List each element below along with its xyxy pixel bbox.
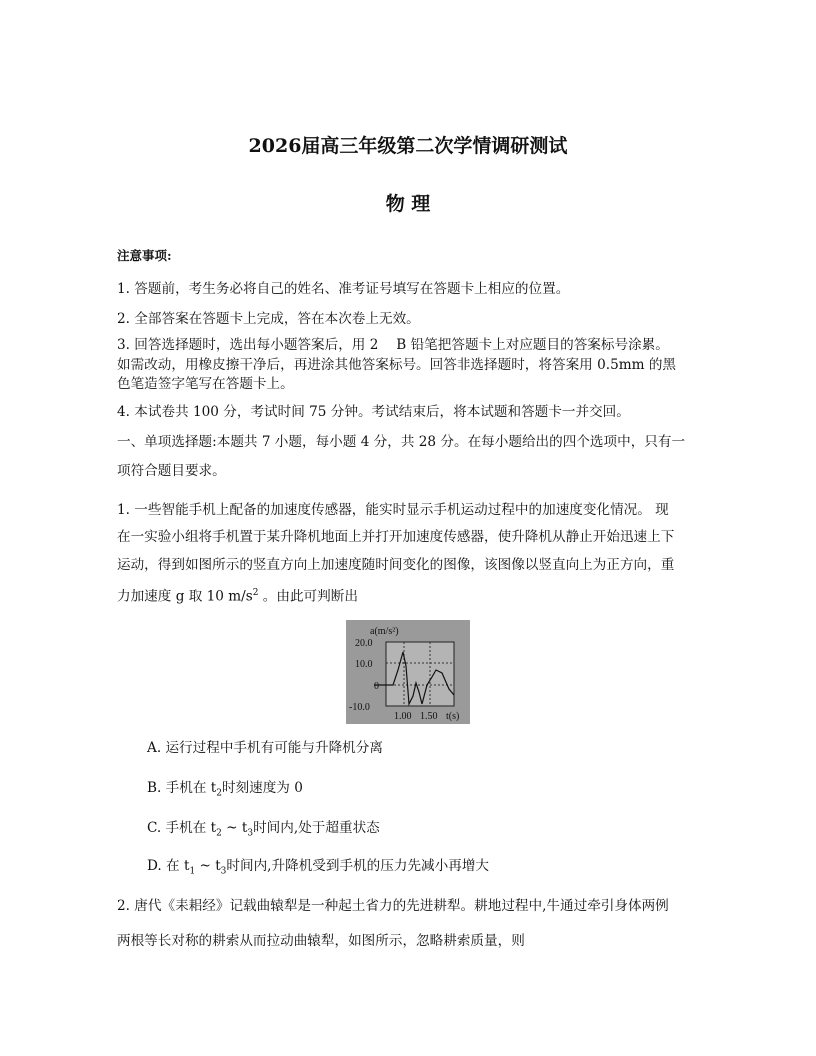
option-d-mid: ~ t	[195, 858, 221, 874]
q1-line4	[117, 584, 358, 606]
note-3-line2: 如需改动，用橡皮擦干净后，再进涂其他答案标号。回答非选择题时，将答案用 0.5mm 的黑	[117, 357, 677, 373]
q1-line1: 1. 一些智能手机上配备的加速度传感器，能实时显示手机运动过程中的加速度变化情况。 现	[117, 502, 669, 518]
q1-line2: 在一实验小组将手机置于某升降机地面上并打开加速度传感器，使升降机从静止开始迅速上下	[117, 529, 675, 545]
q1-line4-b: 。由此可判断出	[258, 588, 358, 605]
exam-title: 2026届高三年级第二次学情调研测试	[248, 135, 568, 157]
option-b-pre: B. 手机在 t	[147, 780, 217, 796]
option-c-mid: ~ t	[221, 820, 248, 836]
option-d	[147, 857, 489, 881]
option-d-post: 时间内,升降机受到手机的压力先减小再增大	[226, 858, 490, 874]
option-c-post: 时间内,处于超重状态	[253, 820, 380, 836]
graph-ylabel: a(m/s²)	[370, 626, 399, 637]
option-b-post: 时刻速度为 0	[221, 780, 303, 796]
option-c	[147, 819, 380, 843]
xtick-1-5: 1.50	[420, 711, 438, 722]
acceleration-graph	[346, 620, 470, 724]
note-1: 1. 答题前，考生务必将自己的姓名、准考证号填写在答题卡上相应的位置。	[117, 281, 570, 297]
option-c-sub2: 3	[247, 828, 254, 839]
option-b	[147, 779, 303, 803]
section-line1: 一、单项选择题:本题共 7 小题，每小题 4 分，共 28 分。在每小题给出的四个选项中，只有一	[117, 434, 686, 450]
note-2: 2. 全部答案在答题卡上完成，答在本次卷上无效。	[117, 311, 420, 327]
note-3-line1: 3. 回答选择题时，选出每小题答案后，用 2 B 铅笔把答题卡上对应题目的答案标号涂累。	[117, 337, 669, 353]
graph-xlabel: t(s)	[446, 711, 460, 722]
q1-line4-a: 力加速度 g 取 10 m/s	[117, 588, 253, 605]
option-a: A. 运行过程中手机有可能与升降机分离	[147, 740, 383, 756]
q2-line2: 两根等长对称的耕索从而拉动曲辕犁，如图所示，忽略耕索质量，则	[117, 933, 525, 949]
xtick-1: 1.00	[394, 711, 412, 722]
option-b-sub: 2	[216, 788, 222, 799]
note-3-line3: 色笔造签字笔写在答题卡上。	[117, 376, 294, 392]
q1-line4-sup: 2	[252, 588, 259, 598]
q1-line3: 运动，得到如图所示的竖直方向上加速度随时间变化的图像，该图像以竖直向上为正方向，重	[117, 557, 675, 573]
subject-title: 物 理	[385, 193, 431, 215]
option-d-sub1: 1	[189, 866, 196, 877]
ytick-10: 10.0	[355, 659, 373, 670]
ytick-0: 0	[374, 681, 379, 692]
ytick-neg10: -10.0	[349, 702, 370, 713]
q2-line1: 2. 唐代《耒耜经》记载曲辕犁是一种起土省力的先进耕犁。耕地过程中,牛通过牵引身体两例	[117, 898, 669, 914]
ytick-20: 20.0	[355, 638, 373, 649]
section-line2: 项符合题目要求。	[117, 463, 226, 479]
option-c-pre: C. 手机在 t	[147, 820, 217, 836]
option-c-sub1: 2	[216, 828, 222, 839]
notes-heading: 注意事项:	[117, 248, 172, 263]
option-d-pre: D. 在 t	[147, 858, 190, 874]
option-d-sub2: 3	[220, 866, 227, 877]
note-4: 4. 本试卷共 100 分，考试时间 75 分钟。考试结束后，将本试题和答题卡一并交回。	[117, 404, 630, 420]
